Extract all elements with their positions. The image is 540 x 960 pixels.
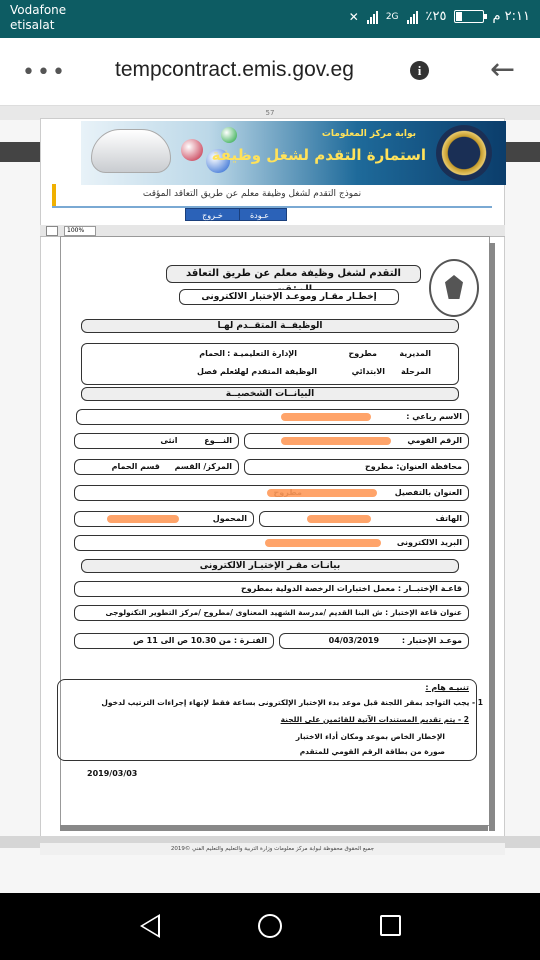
return-button[interactable]: عـودة bbox=[232, 208, 287, 221]
governorate-label: محافظة العنوان: bbox=[396, 462, 462, 471]
job-value: معلم فصل bbox=[196, 367, 239, 376]
battery-percent: ٪٢٥ bbox=[425, 9, 447, 24]
carrier-2: etisalat bbox=[10, 18, 55, 32]
national-id-label: الرقم القومي bbox=[407, 436, 462, 445]
portal-banner bbox=[81, 121, 506, 185]
hall-address-label: عنوان قاعة الإختبار : bbox=[385, 608, 462, 617]
redaction-phone bbox=[307, 515, 371, 523]
doc-title bbox=[166, 265, 421, 283]
mobile-label: المحمول bbox=[212, 514, 247, 523]
name-label: الاسم رباعي : bbox=[406, 412, 462, 421]
info-icon[interactable]: i bbox=[410, 61, 429, 80]
zoom-select[interactable]: 100% bbox=[64, 226, 96, 236]
admin-label: الإدارة التعليميـة : bbox=[227, 349, 297, 358]
exit-button[interactable]: خـروج bbox=[185, 208, 240, 221]
browser-toolbar bbox=[0, 38, 540, 106]
exam-hall-label: قاعـة الإختبــار : bbox=[397, 584, 462, 593]
carrier-1: Vodafone bbox=[10, 3, 67, 17]
notification-document bbox=[60, 236, 490, 826]
redaction-name bbox=[281, 413, 371, 421]
job-label: الوظيفة المتقدم لها: bbox=[234, 367, 317, 376]
period-label: الفتـرة : bbox=[233, 636, 267, 645]
doc-shadow-bottom bbox=[60, 825, 488, 831]
web-content bbox=[0, 106, 540, 893]
egypt-eagle-seal-icon bbox=[429, 259, 479, 317]
period-value: من 10.30 ص الى 11 ص bbox=[133, 636, 232, 645]
exam-hall-field bbox=[74, 581, 469, 597]
side-panel-left bbox=[0, 142, 40, 162]
exam-date-value: 04/03/2019 bbox=[328, 636, 380, 645]
section-personal-header bbox=[81, 387, 459, 401]
clock: ٢:١١ م bbox=[492, 9, 530, 24]
arrow-back-icon[interactable]: ← bbox=[490, 52, 516, 87]
district-value: قسم الحمام bbox=[111, 462, 160, 471]
redaction-mobile bbox=[107, 515, 179, 523]
status-bar bbox=[0, 0, 540, 38]
doc-shadow-right bbox=[489, 243, 495, 831]
exam-date-field bbox=[279, 633, 469, 649]
gender-field bbox=[74, 433, 239, 449]
governorate-field bbox=[244, 459, 469, 475]
print-icon[interactable] bbox=[46, 226, 58, 236]
directorate-label: المديرية bbox=[399, 349, 431, 358]
nav-home-icon[interactable] bbox=[258, 914, 282, 938]
governorate-value: مطروح bbox=[365, 462, 394, 471]
address-label: العنوان بالتفصيل bbox=[394, 488, 462, 497]
section-exam-header bbox=[81, 559, 459, 573]
signal-2-icon bbox=[407, 10, 418, 24]
admin-value: الحمام bbox=[199, 349, 225, 358]
hall-address-value: ش البنا القديم /مدرسة الشهيد المعناوى /مطروح /مركز التطوير التكنولوجى bbox=[105, 608, 383, 617]
redaction-address bbox=[267, 489, 377, 497]
gender-value: انثى bbox=[160, 436, 178, 445]
email-label: البريد الالكترونى bbox=[396, 538, 462, 547]
doc-subtitle bbox=[179, 289, 399, 305]
status-icons bbox=[349, 9, 530, 24]
hall-address-field bbox=[74, 605, 469, 621]
exam-period-field bbox=[74, 633, 274, 649]
district-field bbox=[74, 459, 239, 475]
decor-ball-green bbox=[221, 127, 237, 143]
network-type: 2G bbox=[385, 11, 399, 22]
side-panel-right bbox=[505, 142, 540, 162]
form-subtitle: نموذج التقدم لشغل وظيفة معلم عن طريق التعاقد المؤقت bbox=[142, 189, 362, 199]
battery-icon bbox=[454, 10, 484, 23]
mouse-image bbox=[91, 129, 171, 173]
stage-label: المرحلة bbox=[401, 367, 431, 376]
banner-title: استمارة التقدم لشغل وظيفة bbox=[211, 146, 426, 164]
page-number: 57 bbox=[0, 106, 540, 120]
section-job-header bbox=[81, 319, 459, 333]
district-label: المركز/ القسم bbox=[174, 462, 232, 471]
stage-value: الابتدائي bbox=[351, 367, 385, 376]
url-field[interactable]: tempcontract.emis.gov.eg bbox=[115, 58, 354, 81]
section-exam-text: بيانـات مقـر الإختبـار الالكترونى bbox=[199, 561, 341, 571]
doc-title-text: التقدم لشغل وظيفة معلم عن طريق التعاقد bbox=[186, 268, 401, 279]
print-date: 2019/03/03 bbox=[87, 769, 138, 778]
note-title: تنبيـه هام : bbox=[425, 683, 469, 692]
nav-back-icon[interactable] bbox=[140, 914, 160, 938]
footer-copyright: جميع الحقوق محفوظة لبوابة مركز معلومات وزارة التربية والتعليم والتعليم الفني ©2019 bbox=[40, 843, 505, 855]
decor-ball-red bbox=[181, 139, 203, 161]
name-field bbox=[76, 409, 469, 425]
bullet-2: صورة من بطاقة الرقم القومي للمتقدم bbox=[299, 747, 445, 756]
section-job-text: الوظيفــة المتقــدم لهـا bbox=[217, 321, 323, 331]
nav-recent-icon[interactable] bbox=[380, 915, 401, 936]
section-personal-text: البيانــات الشخصيــة bbox=[225, 389, 315, 399]
android-nav-bar bbox=[0, 893, 540, 960]
phone-label: الهاتف bbox=[435, 514, 462, 523]
note-2: 2 - يتم تقديم المستندات الآتية للقائمين على اللجنة bbox=[280, 715, 469, 724]
doc-subtitle-text: إخطـار مقـار وموعـد الإختبار الالكترونى bbox=[201, 292, 377, 302]
signal-icon bbox=[367, 10, 378, 24]
exam-hall-value: معمل اختبارات الرخصة الدولية بمطروح bbox=[240, 584, 396, 593]
ministry-seal-icon bbox=[436, 125, 492, 181]
exam-date-label: موعـد الإختبار : bbox=[401, 636, 462, 645]
mute-icon: ✕ bbox=[348, 9, 359, 24]
redaction-national-id bbox=[281, 437, 391, 445]
directorate-value: مطروح bbox=[348, 349, 377, 358]
bullet-1: الإخطار الخاص بموعد ومكان أداء الاختبار bbox=[295, 732, 445, 741]
gender-label: النـــوع bbox=[204, 436, 232, 445]
banner-subtitle: بوابة مركز المعلومات bbox=[321, 129, 416, 139]
more-dots-icon[interactable]: ••• bbox=[22, 60, 67, 85]
carrier-info bbox=[10, 3, 66, 33]
note-1: 1 - يجب التواجد بمقر اللجنة قبل موعد بدء الإختبار الإلكترونى بساعة فقط لإنهاء إجراءات الترتيب لدخول bbox=[101, 698, 483, 707]
redaction-email bbox=[265, 539, 381, 547]
